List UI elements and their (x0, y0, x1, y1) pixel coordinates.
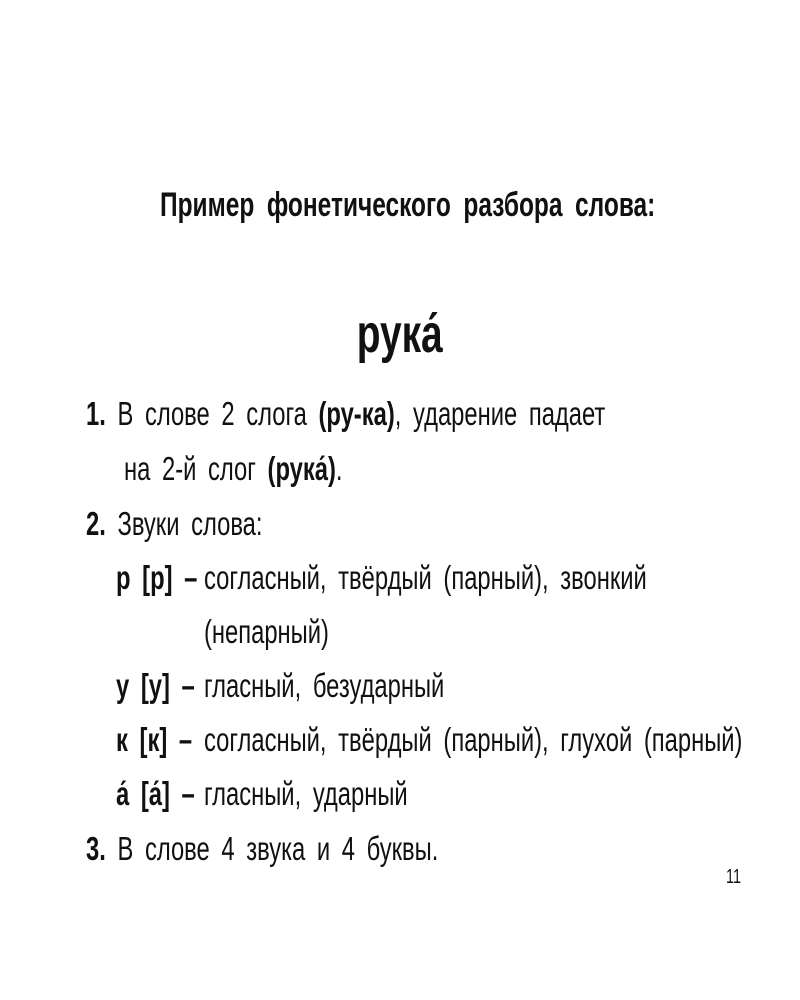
sound-letter: к [к] (116, 721, 168, 758)
page-title-text: Пример фонетического разбора слова: (160, 186, 656, 224)
sound-letter: у [у] (116, 667, 170, 704)
item-3-text: В слове 4 звука и 4 буквы. (117, 830, 439, 867)
sound-dash: – (181, 667, 195, 704)
sound-letter: р [р] (116, 559, 173, 596)
item-1-line-2 (124, 449, 427, 489)
item-1-text-d: на 2-й слог (124, 450, 268, 487)
sound-dash: – (178, 721, 193, 758)
item-1-text-e: . (335, 450, 343, 487)
sound-dash: – (181, 775, 195, 812)
item-1-text-c: , ударение падает (394, 395, 606, 432)
item-1-line-1 (86, 394, 800, 434)
item-3-line (86, 829, 575, 869)
item-1-stressed-word: (рука́) (267, 450, 336, 487)
item-2-number: 2. (86, 505, 106, 542)
sound-desc: гласный, ударный (204, 775, 408, 812)
page-number: 11 (726, 866, 741, 888)
sound-desc: согласный, твёрдый (парный), глухой (парный) (204, 721, 743, 758)
sound-letter: а́ [а́] (116, 775, 170, 812)
item-2-text: Звуки слова: (117, 505, 263, 542)
item-2-line (86, 504, 331, 544)
item-3-number: 3. (86, 830, 106, 867)
page-title (160, 186, 800, 225)
headword-text: рука́ (357, 304, 443, 364)
item-1-text-a: В слове 2 слога (117, 395, 319, 432)
sound-desc-continued: (непарный) (204, 613, 329, 650)
sound-desc: гласный, безударный (204, 667, 445, 704)
headword (0, 303, 800, 365)
item-1-number: 1. (86, 395, 106, 432)
sound-desc: согласный, твёрдый (парный), звонкий (204, 559, 647, 596)
sound-dash: – (184, 559, 198, 596)
item-1-syllables: (ру-ка) (318, 395, 395, 432)
